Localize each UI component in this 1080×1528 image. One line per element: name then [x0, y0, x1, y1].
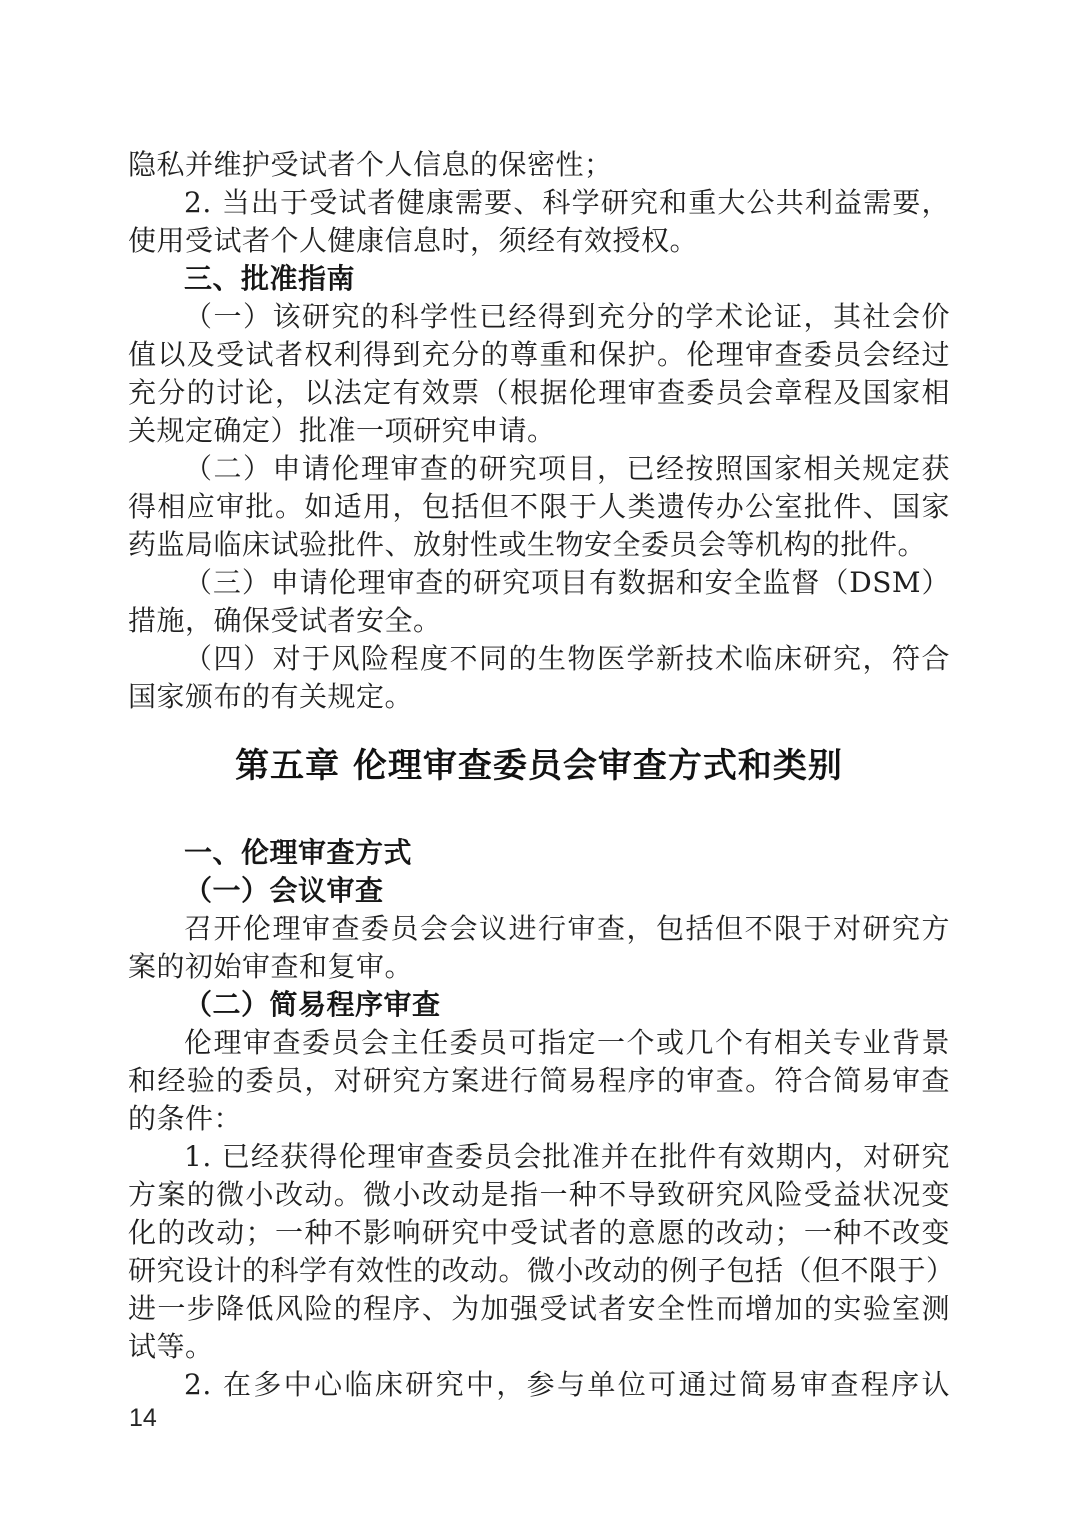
- text-line: 药监局临床试验批件、放射性或生物安全委员会等机构的批件。: [128, 528, 927, 561]
- text-line: 的条件：: [128, 1102, 243, 1135]
- text-line: 充分的讨论，以法定有效票（根据伦理审查委员会章程及国家相: [128, 376, 950, 409]
- text-line: （三）申请伦理审查的研究项目有数据和安全监督（DSM）: [184, 566, 950, 599]
- text-line: 召开伦理审查委员会会议进行审查，包括但不限于对研究方: [184, 912, 950, 945]
- text-line: 国家颁布的有关规定。: [128, 680, 414, 713]
- text-line: 化的改动；一种不影响研究中受试者的意愿的改动；一种不改变: [128, 1216, 950, 1249]
- text-line: 措施，确保受试者安全。: [128, 604, 442, 637]
- text-line: 2. 当出于受试者健康需要、科学研究和重大公共利益需要，: [184, 186, 950, 219]
- text-line: 方案的微小改动。微小改动是指一种不导致研究风险受益状况变: [128, 1178, 950, 1211]
- page-number: 14: [129, 1404, 157, 1432]
- text-line: 隐私并维护受试者个人信息的保密性；: [128, 148, 613, 181]
- chapter-heading: 第五章 伦理审查委员会审查方式和类别: [235, 746, 843, 786]
- text-line: 得相应审批。如适用，包括但不限于人类遗传办公室批件、国家: [128, 490, 950, 523]
- text-block: [128, 146, 955, 1404]
- text-line: 关规定确定）批准一项研究申请。: [128, 414, 556, 447]
- text-line: 进一步降低风险的程序、为加强受试者安全性而增加的实验室测: [128, 1292, 950, 1325]
- text-line: 值以及受试者权利得到充分的尊重和保护。伦理审查委员会经过: [128, 338, 950, 371]
- section-heading: （一）会议审查: [184, 874, 384, 907]
- text-line: （一）该研究的科学性已经得到充分的学术论证，其社会价: [184, 300, 950, 333]
- text-line: 1. 已经获得伦理审查委员会批准并在批件有效期内，对研究: [184, 1140, 950, 1173]
- text-line: 试等。: [128, 1330, 214, 1363]
- text-line: （四）对于风险程度不同的生物医学新技术临床研究，符合: [184, 642, 950, 675]
- section-heading: 三、批准指南: [184, 262, 356, 295]
- text-line: 研究设计的科学有效性的改动。微小改动的例子包括（但不限于）: [128, 1254, 955, 1287]
- text-line: 案的初始审查和复审。: [128, 950, 414, 983]
- text-line: 使用受试者个人健康信息时，须经有效授权。: [128, 224, 699, 257]
- text-line: 和经验的委员，对研究方案进行简易程序的审查。符合简易审查: [128, 1064, 950, 1097]
- text-line: 伦理审查委员会主任委员可指定一个或几个有相关专业背景: [184, 1026, 950, 1059]
- section-heading: 一、伦理审查方式: [184, 836, 413, 869]
- text-line: （二）申请伦理审查的研究项目，已经按照国家相关规定获: [184, 452, 950, 485]
- section-heading: （二）简易程序审查: [184, 988, 441, 1021]
- text-line: 2. 在多中心临床研究中，参与单位可通过简易审查程序认: [184, 1368, 950, 1401]
